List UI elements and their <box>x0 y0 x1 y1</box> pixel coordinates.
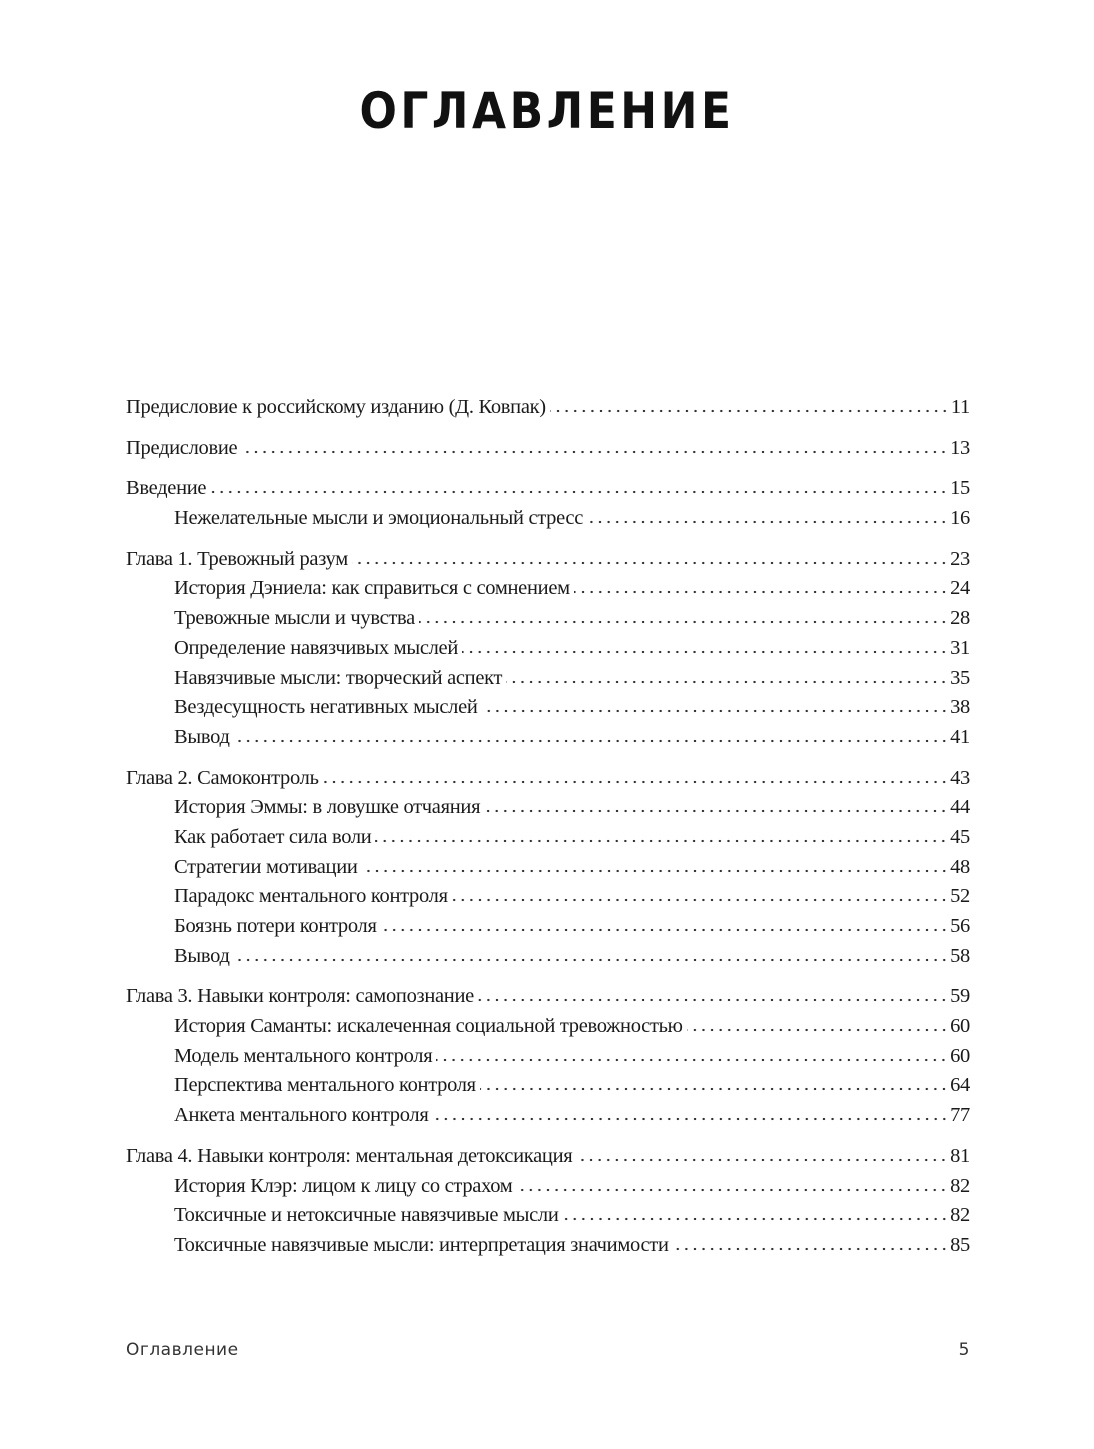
toc-group <box>126 545 970 753</box>
entry-page-number: 56 <box>950 915 970 937</box>
toc-subentry[interactable] <box>126 664 970 694</box>
dot-leader <box>210 490 948 494</box>
dot-leader <box>462 650 948 654</box>
toc-entry[interactable] <box>126 393 970 423</box>
toc-subentry[interactable] <box>126 693 970 723</box>
toc-subentry[interactable] <box>126 823 970 853</box>
dot-leader <box>381 928 948 932</box>
toc-entry[interactable] <box>126 474 970 504</box>
toc-entry[interactable] <box>126 434 970 464</box>
entry-page-number: 11 <box>950 396 970 418</box>
dot-leader <box>452 898 948 902</box>
toc-group <box>126 764 970 972</box>
dot-leader <box>234 739 949 743</box>
toc-subentry[interactable] <box>126 1172 970 1202</box>
dot-leader <box>419 620 948 624</box>
entry-page-number: 48 <box>950 855 970 878</box>
entry-title: Определение навязчивых мыслей <box>174 636 459 659</box>
entry-title: Токсичные навязчивые мысли: интерпретация значимости <box>174 1233 669 1256</box>
dot-leader <box>482 709 949 713</box>
toc-subentry[interactable] <box>126 882 970 912</box>
dot-leader <box>574 590 948 594</box>
entry-title: Предисловие <box>126 436 238 459</box>
entry-page-number: 52 <box>950 885 970 908</box>
entry-page-number: 82 <box>950 1204 970 1227</box>
entry-page-number: 31 <box>950 636 970 659</box>
entry-title: История Клэр: лицом к лицу со страхом <box>174 1174 513 1197</box>
entry-title: Предисловие к российскому изданию (Д. Ковпак) <box>126 396 546 418</box>
dot-leader <box>673 1247 948 1251</box>
entry-title: История Эммы: в ловушке отчаяния <box>174 796 481 819</box>
toc-subentry[interactable] <box>126 853 970 883</box>
toc-entry[interactable] <box>126 982 970 1012</box>
dot-leader <box>362 869 949 873</box>
entry-title: Стратегии мотивации <box>174 855 358 878</box>
entry-title: Как работает сила воли <box>174 825 372 848</box>
toc-subentry[interactable] <box>126 634 970 664</box>
entry-page-number: 58 <box>950 944 970 967</box>
toc-subentry[interactable] <box>126 504 970 534</box>
dot-leader <box>436 1058 948 1062</box>
entry-title: Перспектива ментального контроля <box>174 1074 476 1097</box>
entry-title: Вывод <box>174 944 230 967</box>
entry-page-number: 85 <box>950 1233 970 1256</box>
entry-title: Вывод <box>174 725 230 748</box>
toc-subentry[interactable] <box>126 1231 970 1261</box>
page-title: ОГЛАВЛЕНИЕ <box>359 82 735 140</box>
entry-title: Глава 4. Навыки контроля: ментальная детоксикация <box>126 1144 573 1167</box>
entry-title: Боязнь потери контроля <box>174 915 377 937</box>
toc-subentry[interactable] <box>126 1042 970 1072</box>
toc-subentry[interactable] <box>126 723 970 753</box>
toc-subentry[interactable] <box>126 793 970 823</box>
dot-leader <box>587 520 948 524</box>
dot-leader <box>687 1028 948 1032</box>
entry-page-number: 43 <box>950 766 970 789</box>
toc-group <box>126 982 970 1130</box>
toc-subentry[interactable] <box>126 1201 970 1231</box>
toc-subentry[interactable] <box>126 1012 970 1042</box>
entry-page-number: 82 <box>950 1174 970 1197</box>
entry-page-number: 60 <box>950 1044 970 1067</box>
entry-page-number: 81 <box>950 1144 970 1167</box>
entry-title: Глава 3. Навыки контроля: самопознание <box>126 985 474 1008</box>
dot-leader <box>550 409 949 413</box>
dot-leader <box>484 809 948 813</box>
entry-title: История Саманты: искалеченная социальной тревожностью <box>174 1015 683 1038</box>
toc-subentry[interactable] <box>126 1071 970 1101</box>
page-number: 5 <box>958 1340 970 1360</box>
toc-entry[interactable] <box>126 1142 970 1172</box>
entry-page-number: 41 <box>950 725 970 748</box>
entry-page-number: 16 <box>950 507 970 530</box>
dot-leader <box>516 1188 948 1192</box>
dot-leader <box>241 450 948 454</box>
entry-page-number: 60 <box>950 1015 970 1038</box>
entry-page-number: 24 <box>950 577 970 600</box>
entry-page-number: 45 <box>950 825 970 848</box>
dot-leader <box>323 780 948 784</box>
dot-leader <box>480 1087 948 1091</box>
entry-title: Токсичные и нетоксичные навязчивые мысли <box>174 1204 559 1227</box>
toc-subentry[interactable] <box>126 942 970 972</box>
entry-title: Тревожные мысли и чувства <box>174 607 415 630</box>
dot-leader <box>375 839 948 843</box>
table-of-contents <box>126 393 970 1272</box>
entry-title: Введение <box>126 477 207 500</box>
toc-group <box>126 474 970 533</box>
dot-leader <box>563 1217 949 1221</box>
entry-title: Глава 2. Самоконтроль <box>126 766 319 789</box>
entry-page-number: 23 <box>950 547 970 570</box>
entry-page-number: 35 <box>950 666 970 689</box>
entry-page-number: 13 <box>950 436 970 459</box>
toc-subentry[interactable] <box>126 574 970 604</box>
running-title: Оглавление <box>126 1340 239 1360</box>
toc-subentry[interactable] <box>126 912 970 942</box>
entry-page-number: 38 <box>950 696 970 719</box>
entry-title: Вездесущность негативных мыслей <box>174 696 478 719</box>
entry-title: Модель ментального контроля <box>174 1044 433 1067</box>
dot-leader <box>506 680 948 684</box>
entry-title: Навязчивые мысли: творческий аспект <box>174 666 503 689</box>
entry-page-number: 59 <box>950 985 970 1008</box>
entry-title: Анкета ментального контроля <box>174 1104 429 1127</box>
toc-subentry[interactable] <box>126 1101 970 1131</box>
toc-entry[interactable] <box>126 764 970 794</box>
toc-subentry[interactable] <box>126 604 970 634</box>
entry-title: История Дэниела: как справиться с сомнением <box>174 577 570 600</box>
entry-page-number: 77 <box>950 1104 970 1127</box>
entry-page-number: 15 <box>950 477 970 500</box>
entry-title: Нежелательные мысли и эмоциональный стресс <box>174 507 584 530</box>
dot-leader <box>352 561 948 565</box>
entry-page-number: 64 <box>950 1074 970 1097</box>
toc-group <box>126 1142 970 1261</box>
dot-leader <box>433 1117 949 1121</box>
toc-entry[interactable] <box>126 545 970 575</box>
entry-page-number: 44 <box>950 796 970 819</box>
dot-leader <box>234 958 949 962</box>
toc-group <box>126 434 970 464</box>
entry-page-number: 28 <box>950 607 970 630</box>
toc-group <box>126 393 970 423</box>
entry-title: Парадокс ментального контроля <box>174 885 448 908</box>
dot-leader <box>478 998 948 1002</box>
dot-leader <box>576 1158 948 1162</box>
entry-title: Глава 1. Тревожный разум <box>126 547 348 570</box>
